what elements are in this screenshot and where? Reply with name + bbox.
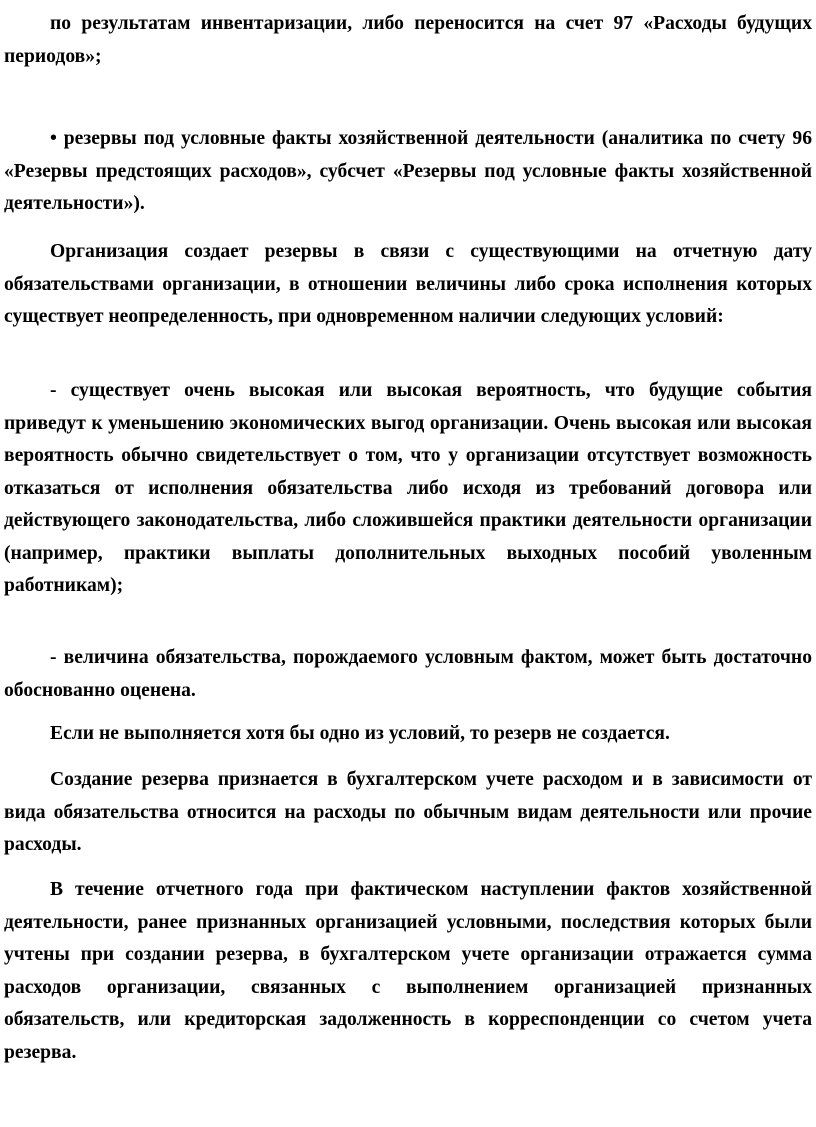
paragraph-7: Создание резерва признается в бухгалтерском учете расходом и в зависимости от вида обязательства относится на расходы по обычным видам деятельности или прочие расходы.: [4, 769, 812, 855]
paragraph-8: В течение отчетного года при фактическом наступлении фактов хозяйственной деятельности, ранее признанных организацией условными, последствия которых были учтены при создании резерва, в бухгалтерском учете организации отражается сумма расходов организации, связанных с выполнением организацией признанных обязательств, или кредиторская задолженность в корреспонденции со счетом учета резерва.: [4, 879, 812, 1063]
paragraph-2-bullet: • резервы под условные факты хозяйственной деятельности (аналитика по счету 96 «Резервы предстоящих расходов», субсчет «Резервы под условные факты хозяйственной деятельности»).: [4, 128, 812, 214]
paragraph-1: по результатам инвентаризации, либо переносится на счет 97 «Расходы будущих периодов»;: [4, 13, 812, 67]
paragraph-3: Организация создает резервы в связи с существующими на отчетную дату обязательствами организации, в отношении величины либо срока исполнения которых существует неопределенность, при одновременном наличии следующих условий:: [4, 241, 812, 327]
paragraph-5-condition: - величина обязательства, порождаемого условным фактом, может быть достаточно обоснованно оценена.: [4, 647, 812, 701]
paragraph-4-condition: - существует очень высокая или высокая вероятность, что будущие события приведут к уменьшению экономических выгод организации. Очень высокая или высокая вероятность обычно свидетельствует о том, что у организации отсутствует возможность отказаться от исполнения обязательства либо исходя из требований договора или действующего законодательства, либо сложившейся практики деятельности организации (например, практики выплаты дополнительных выходных пособий уволенным работникам);: [4, 380, 812, 596]
paragraph-6: Если не выполняется хотя бы одно из условий, то резерв не создается.: [50, 723, 670, 744]
